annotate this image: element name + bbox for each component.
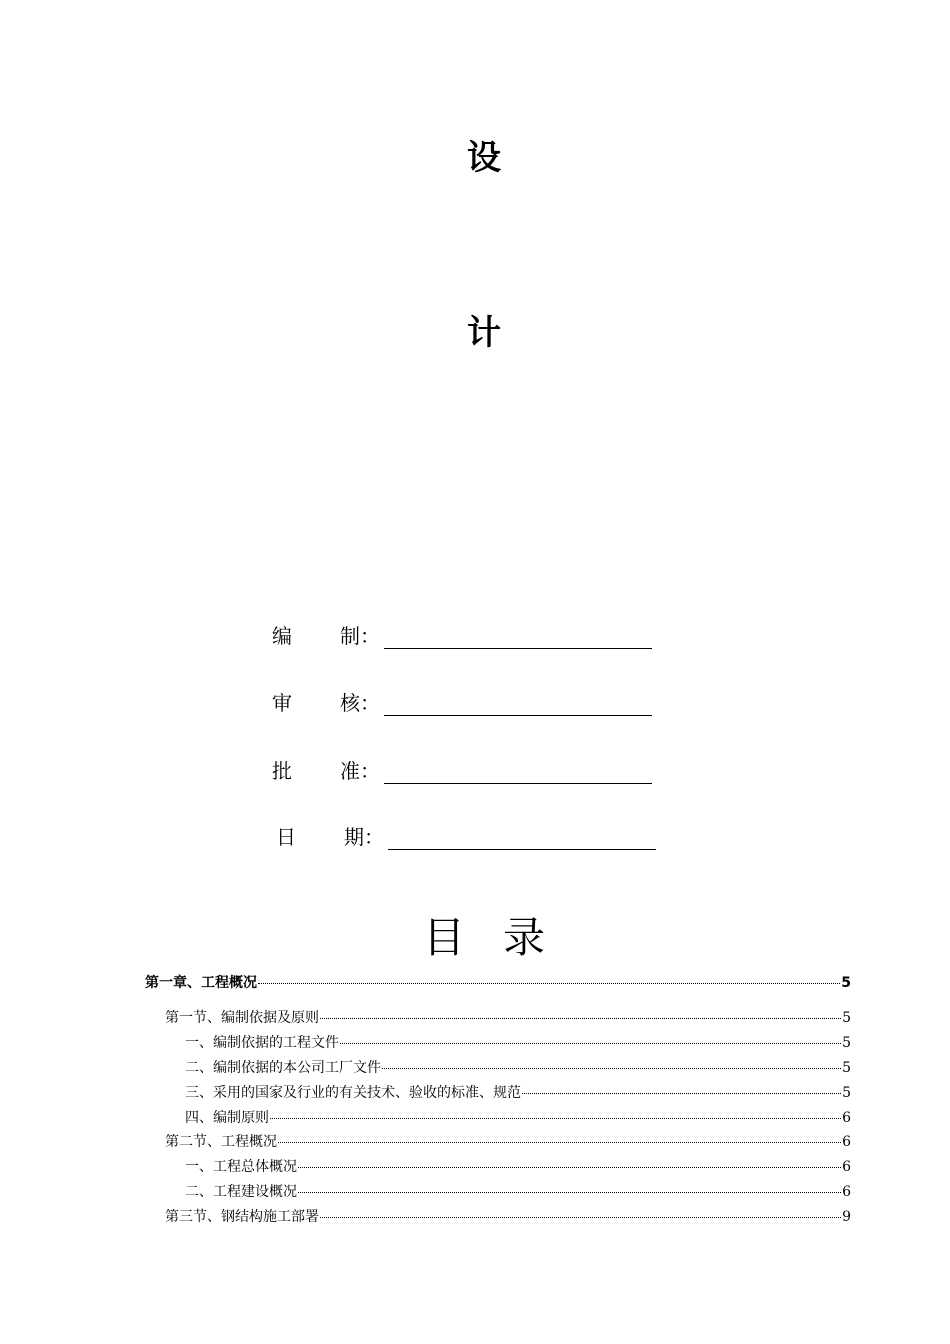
signature-label-char-1: 批 — [272, 759, 292, 783]
toc-page-number: 6 — [842, 1134, 851, 1150]
signature-label-char-2: 期： — [344, 825, 384, 849]
toc-page-number: 6 — [842, 1110, 851, 1126]
toc-entry-text: 一、编制依据的工程文件 — [185, 1035, 339, 1051]
toc-heading: 目录 — [422, 913, 583, 962]
toc-entry-text: 三、采用的国家及行业的有关技术、验收的标准、规范 — [185, 1085, 521, 1101]
toc-page-number: 5 — [842, 1060, 851, 1076]
toc-entry-text: 一、工程总体概况 — [185, 1159, 297, 1175]
toc-page-number: 6 — [842, 1184, 851, 1200]
signature-label-char-1: 编 — [272, 624, 292, 648]
signature-label-char-1: 日 — [276, 825, 296, 849]
toc-entry[interactable] — [185, 1034, 851, 1052]
toc-dot-leader — [382, 1068, 841, 1069]
toc-dot-leader — [258, 983, 840, 984]
toc-dot-leader — [270, 1118, 841, 1119]
toc-page-number: 9 — [842, 1209, 851, 1225]
toc-dot-leader — [320, 1217, 841, 1218]
toc-page-number: 5 — [841, 975, 851, 991]
signature-row-compiler — [272, 622, 672, 652]
signature-blank-line — [388, 849, 656, 850]
signature-label-char-2: 准： — [340, 759, 380, 783]
toc-dot-leader — [320, 1018, 841, 1019]
signature-blank-line — [384, 783, 652, 784]
toc-entry-text: 第三节、钢结构施工部署 — [165, 1209, 319, 1225]
signature-label-char-2: 制： — [340, 624, 380, 648]
signature-blank-line — [384, 648, 652, 649]
toc-entry[interactable] — [165, 1133, 851, 1151]
toc-entry[interactable] — [185, 1183, 851, 1201]
toc-entry[interactable] — [185, 1059, 851, 1077]
toc-entry-text: 二、编制依据的本公司工厂文件 — [185, 1060, 381, 1076]
signature-label-char-2: 核： — [340, 691, 380, 715]
toc-entry[interactable] — [185, 1109, 851, 1127]
toc-entry-text: 第一章、工程概况 — [145, 975, 257, 991]
toc-entry-text: 第二节、工程概况 — [165, 1134, 277, 1150]
toc-dot-leader — [298, 1192, 841, 1193]
cover-title-char-1: 设 — [467, 138, 501, 178]
signature-blank-line — [384, 715, 652, 716]
signature-label — [272, 757, 384, 785]
signature-row-date — [276, 823, 676, 853]
toc-entry-text: 二、工程建设概况 — [185, 1184, 297, 1200]
toc-dot-leader — [278, 1142, 841, 1143]
toc-entry-text: 第一节、编制依据及原则 — [165, 1010, 319, 1026]
toc-entry[interactable] — [165, 1208, 851, 1226]
toc-page-number: 6 — [842, 1159, 851, 1175]
toc-page-number: 5 — [842, 1035, 851, 1051]
toc-dot-leader — [298, 1167, 841, 1168]
signature-label — [272, 622, 384, 650]
signature-row-approver — [272, 757, 672, 787]
toc-page-number: 5 — [842, 1010, 851, 1026]
toc-entry[interactable] — [185, 1158, 851, 1176]
toc-entry[interactable] — [145, 974, 851, 992]
signature-label — [272, 689, 384, 717]
toc-dot-leader — [522, 1093, 841, 1094]
signature-label-char-1: 审 — [272, 691, 292, 715]
toc-entry[interactable] — [185, 1084, 851, 1102]
toc-page-number: 5 — [842, 1085, 851, 1101]
toc-entry[interactable] — [165, 1009, 851, 1027]
toc-entry-text: 四、编制原则 — [185, 1110, 269, 1126]
signature-label — [276, 823, 388, 851]
signature-row-reviewer — [272, 689, 672, 719]
toc-dot-leader — [340, 1043, 841, 1044]
cover-title-char-2: 计 — [467, 313, 501, 353]
